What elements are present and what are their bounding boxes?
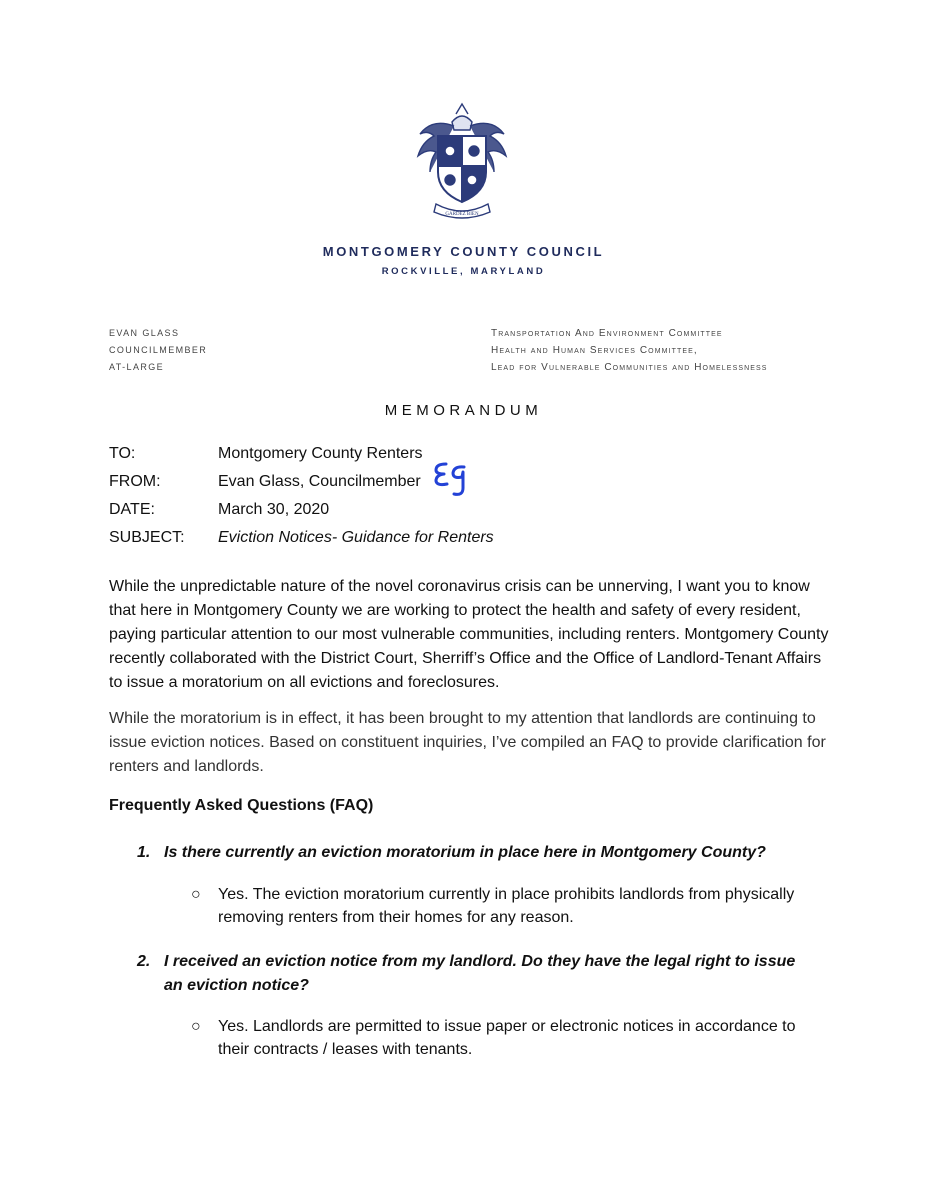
body-paragraph-2: While the moratorium is in effect, it has been brought to my attention that landlords are continuing to issue eviction notices. Based on constituent inquiries, I’ve compiled an FAQ to provide clarification for renters and landlords. [109,710,826,775]
sender-district: AT-LARGE [109,362,165,372]
council-name: MONTGOMERY COUNTY COUNCIL [322,244,605,259]
bullet-circle-icon: ○ [191,1018,201,1035]
to-value: Montgomery County Renters [218,445,423,462]
faq-question-text: I received an eviction notice from my landlord. Do they have the legal right to issue an eviction notice? [164,953,796,994]
date-label: DATE: [109,501,155,518]
committee-block [491,325,768,376]
bullet-circle-icon: ○ [191,886,201,903]
sender-block [109,325,207,376]
memo-title: MEMORANDUM [384,402,543,419]
subject-label: SUBJECT: [109,529,185,546]
subject-value: Eviction Notices- Guidance for Renters [218,529,494,546]
county-seal [412,100,512,222]
date-value: March 30, 2020 [218,501,330,518]
committee-line: Lead for Vulnerable Communities and Homelessness [491,362,768,373]
faq-title: Frequently Asked Questions (FAQ) [109,797,374,814]
faq-number: 2. [137,953,151,970]
council-location: ROCKVILLE, MARYLAND [381,266,546,277]
sender-name: EVAN GLASS [109,328,180,338]
from-value: Evan Glass, Councilmember [218,473,421,490]
faq-answer-text: Yes. The eviction moratorium currently in place prohibits landlords from physically removing renters from their homes for any reason. [218,886,795,926]
faq-number: 1. [137,844,151,861]
committee-line: Health and Human Services Committee, [491,345,698,356]
body-paragraph-1: While the unpredictable nature of the novel coronavirus crisis can be unnerving, I want you to know that here in Montgomery County we are working to protect the health and safety of every resident, paying particular attention to our most vulnerable communities, including renters. Montgomery County recently collaborated with the District Court, Sherriff’s Office and the Office of Landlord-Tenant Affairs to issue a moratorium on all evictions and foreclosures. [109,578,829,691]
seal-motto: GARDEZ BIEN [445,212,479,217]
from-label: FROM: [109,473,161,490]
committee-line: Transportation And Environment Committee [491,328,723,339]
to-label: TO: [109,445,136,462]
signature-initials [432,458,472,498]
faq-answer-text: Yes. Landlords are permitted to issue paper or electronic notices in accordance to their contracts / leases with tenants. [218,1018,796,1058]
faq-question-text: Is there currently an eviction moratorium in place here in Montgomery County? [164,844,766,861]
sender-role: COUNCILMEMBER [109,345,208,355]
